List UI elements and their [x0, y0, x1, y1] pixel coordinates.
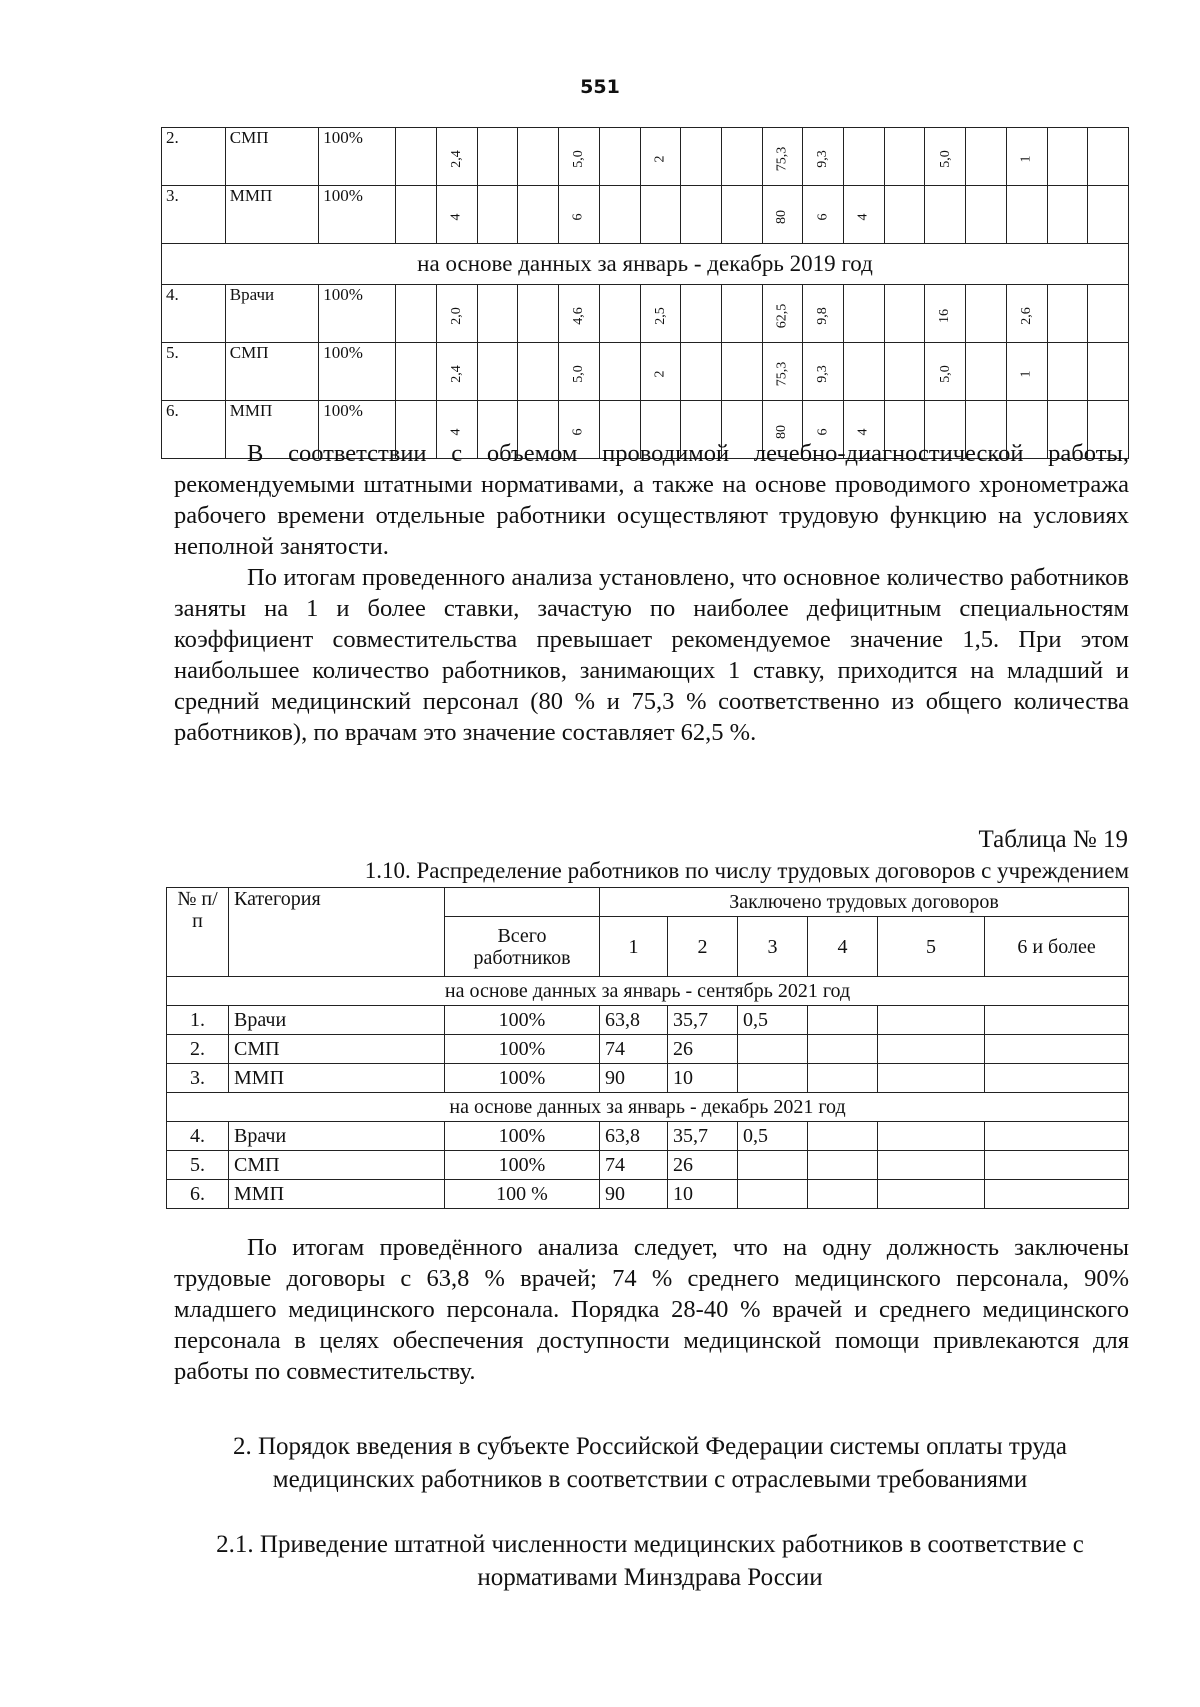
row-category: ММП: [225, 401, 319, 459]
cell: [721, 186, 762, 244]
cell-value: 2,0: [448, 306, 464, 325]
cell-value: 2,5: [652, 306, 668, 325]
cell: [884, 343, 925, 401]
header-col: 2: [668, 917, 738, 977]
table-row: [167, 1180, 1129, 1209]
cell: [721, 128, 762, 186]
row-value: [985, 1180, 1129, 1209]
row-category: Врачи: [229, 1122, 445, 1151]
cell: [518, 343, 559, 401]
row-value: [738, 1180, 808, 1209]
row-value: [808, 1122, 878, 1151]
header-col: 4: [808, 917, 878, 977]
header-contracts: Заключено трудовых договоров: [600, 888, 1129, 917]
cell: [844, 285, 885, 343]
cell: [640, 128, 681, 186]
cell: [559, 285, 600, 343]
cell: [1006, 343, 1047, 401]
cell-value: 2,4: [448, 149, 464, 168]
row-total: 100%: [445, 1035, 600, 1064]
cell: [1006, 186, 1047, 244]
cell: [925, 128, 966, 186]
cell: [477, 285, 518, 343]
row-value: 63,8: [600, 1006, 668, 1035]
row-number: 6.: [162, 401, 226, 459]
row-percent: 100%: [319, 285, 396, 343]
cell: [640, 186, 681, 244]
cell: [844, 343, 885, 401]
row-percent: 100%: [319, 128, 396, 186]
row-value: [808, 1035, 878, 1064]
row-total: 100%: [445, 1151, 600, 1180]
cell-value: 4: [855, 213, 871, 220]
cell-value: 16: [937, 308, 953, 323]
row-value: 0,5: [738, 1006, 808, 1035]
cell-value: 5,0: [570, 149, 586, 168]
cell: [803, 186, 844, 244]
paragraph: По итогам проведённого анализа следует, что на одну должность заключены трудовые договоры с 63,8 % врачей; 74 % среднего медицинского персонала, 90% младшего медицинского персонала. Порядка 28-40 % врачей и среднего медицинского персонала в целях обеспечения доступности медицинской помощи привлекаются для работы по совместительству.: [174, 1234, 1129, 1385]
cell: [396, 128, 437, 186]
cell: [1047, 285, 1088, 343]
row-category: ММП: [229, 1064, 445, 1093]
paragraph: В соответствии с объемом проводимой лечебно-диагностической работы, рекомендуемыми штатными нормативами, а также на основе проводимого хронометража рабочего времени отдельные работники осуществляют трудовую функцию на условиях неполной занятости.: [174, 440, 1129, 560]
header-col: 1: [600, 917, 668, 977]
row-total: 100%: [445, 1122, 600, 1151]
cell: [396, 285, 437, 343]
header-category: Категория: [229, 888, 445, 977]
table-row: [162, 128, 1129, 186]
row-number: 4.: [162, 285, 226, 343]
section-heading-2: 2. Порядок введения в субъекте Российской Федерации системы оплаты труда медицинских работников в соответствии с отраслевыми требованиями: [232, 1433, 1068, 1493]
cell: [599, 285, 640, 343]
cell: [1088, 343, 1129, 401]
row-number: 1.: [167, 1006, 229, 1035]
table-row: [167, 1006, 1129, 1035]
cell: [477, 343, 518, 401]
row-number: 3.: [167, 1064, 229, 1093]
cell: [1006, 128, 1047, 186]
cell: [640, 343, 681, 401]
row-value: [738, 1151, 808, 1180]
row-percent: 100%: [319, 343, 396, 401]
contracts-table: [166, 887, 1129, 1209]
row-number: 4.: [167, 1122, 229, 1151]
paragraph-block-2: [174, 1232, 1129, 1387]
row-value: [878, 1180, 985, 1209]
cell: [762, 343, 803, 401]
row-value: 0,5: [738, 1122, 808, 1151]
header-col: 5: [878, 917, 985, 977]
cell: [1047, 128, 1088, 186]
cell: [681, 343, 722, 401]
cell: [477, 186, 518, 244]
row-category: Врачи: [225, 285, 319, 343]
cell-value: 5,0: [937, 149, 953, 168]
row-value: 74: [600, 1151, 668, 1180]
cell-value: 6: [570, 428, 586, 435]
cell: [559, 186, 600, 244]
row-value: 26: [668, 1035, 738, 1064]
cell-value: 80: [774, 209, 790, 224]
cell: [925, 186, 966, 244]
row-value: [985, 1006, 1129, 1035]
cell-value: 9,3: [815, 364, 831, 383]
cell-value: 9,8: [815, 306, 831, 325]
cell: [803, 285, 844, 343]
row-category: СМП: [225, 128, 319, 186]
paragraph-block-1: [174, 438, 1129, 748]
row-value: [985, 1035, 1129, 1064]
page-number: 551: [580, 76, 620, 98]
cell: [681, 128, 722, 186]
row-value: [808, 1180, 878, 1209]
row-value: [738, 1035, 808, 1064]
cell: [437, 186, 478, 244]
row-value: 90: [600, 1180, 668, 1209]
row-value: [878, 1122, 985, 1151]
row-value: [985, 1064, 1129, 1093]
row-value: 10: [668, 1064, 738, 1093]
table-row: [167, 1035, 1129, 1064]
cell: [884, 128, 925, 186]
cell-value: 2: [652, 155, 668, 162]
cell: [559, 343, 600, 401]
row-percent: 100%: [319, 401, 396, 459]
cell: [925, 343, 966, 401]
cell: [1088, 285, 1129, 343]
table-number: Таблица № 19: [978, 826, 1128, 853]
row-value: [878, 1035, 985, 1064]
cell: [437, 128, 478, 186]
cell: [559, 128, 600, 186]
row-value: 35,7: [668, 1006, 738, 1035]
cell: [396, 186, 437, 244]
section-label: на основе данных за январь - сентябрь 2021 год: [167, 977, 1129, 1006]
cell: [477, 128, 518, 186]
cell: [518, 186, 559, 244]
row-value: [808, 1151, 878, 1180]
row-category: СМП: [225, 343, 319, 401]
row-category: СМП: [229, 1151, 445, 1180]
table-row: [167, 1122, 1129, 1151]
cell: [681, 285, 722, 343]
cell: [518, 285, 559, 343]
row-value: [878, 1006, 985, 1035]
cell: [762, 285, 803, 343]
header-blank: [445, 888, 600, 917]
row-value: [738, 1064, 808, 1093]
cell: [1047, 186, 1088, 244]
cell-value: 5,0: [937, 364, 953, 383]
cell-value: 4,6: [570, 306, 586, 325]
cell: [721, 343, 762, 401]
header-col: 6 и более: [985, 917, 1129, 977]
row-value: 74: [600, 1035, 668, 1064]
cell-value: 6: [815, 428, 831, 435]
row-category: СМП: [229, 1035, 445, 1064]
cell: [803, 128, 844, 186]
row-value: [985, 1151, 1129, 1180]
cell: [1047, 343, 1088, 401]
row-value: 10: [668, 1180, 738, 1209]
table-row: [167, 1151, 1129, 1180]
row-total: 100 %: [445, 1180, 600, 1209]
header-total: Всего работников: [445, 917, 600, 977]
cell-value: 2: [652, 370, 668, 377]
cell: [1088, 128, 1129, 186]
row-value: [808, 1006, 878, 1035]
cell: [966, 186, 1007, 244]
cell: [437, 343, 478, 401]
table-row: [167, 1064, 1129, 1093]
row-total: 100%: [445, 1006, 600, 1035]
cell: [518, 128, 559, 186]
cell-value: 6: [815, 213, 831, 220]
cell-value: 62,5: [774, 303, 790, 328]
cell: [599, 128, 640, 186]
cell-value: 4: [855, 428, 871, 435]
cell-value: 4: [448, 213, 464, 220]
cell: [396, 343, 437, 401]
paragraph: По итогам проведенного анализа установлено, что основное количество работников заняты на 1 и более ставки, зачастую по наиболее дефицитным специальностям коэффициент совместительства превышает рекомендуемое значение 1,5. При этом наибольшее количество работников, занимающих 1 ставку, приходится на младший и средний медицинский персонал (80 % и 75,3 % соответственно из общего количества работников), по врачам это значение составляет 62,5 %.: [174, 564, 1129, 746]
row-number: 3.: [162, 186, 226, 244]
cell-value: 2,6: [1018, 306, 1034, 325]
staffing-table-continued: [161, 127, 1129, 459]
cell-value: 1: [1018, 370, 1034, 377]
cell: [599, 343, 640, 401]
row-value: [985, 1122, 1129, 1151]
cell-value: 75,3: [774, 146, 790, 171]
row-percent: 100%: [319, 186, 396, 244]
row-category: ММП: [225, 186, 319, 244]
row-number: 2.: [167, 1035, 229, 1064]
section-heading-2-1: 2.1. Приведение штатной численности медицинских работников в соответствие с нормативами Минздрава России: [216, 1531, 1084, 1591]
cell: [1088, 186, 1129, 244]
row-number: 6.: [167, 1180, 229, 1209]
cell: [681, 186, 722, 244]
row-value: 35,7: [668, 1122, 738, 1151]
row-total: 100%: [445, 1064, 600, 1093]
table-row: [162, 186, 1129, 244]
row-value: 90: [600, 1064, 668, 1093]
row-number: 5.: [162, 343, 226, 401]
cell: [721, 285, 762, 343]
cell-value: 1: [1018, 155, 1034, 162]
cell-value: 80: [774, 424, 790, 439]
row-value: [878, 1151, 985, 1180]
section-label: на основе данных за январь - декабрь 2021 год: [167, 1093, 1129, 1122]
cell-value: 9,3: [815, 149, 831, 168]
table-caption: 1.10. Распределение работников по числу трудовых договоров с учреждением: [364, 858, 1129, 883]
cell-value: 2,4: [448, 364, 464, 383]
row-value: [878, 1064, 985, 1093]
row-value: 63,8: [600, 1122, 668, 1151]
table-row: [162, 343, 1129, 401]
header-num: № п/п: [167, 888, 229, 977]
header-col: 3: [738, 917, 808, 977]
cell-value: 4: [448, 428, 464, 435]
cell: [884, 186, 925, 244]
row-value: [808, 1064, 878, 1093]
row-number: 2.: [162, 128, 226, 186]
cell-value: 75,3: [774, 361, 790, 386]
cell: [966, 285, 1007, 343]
cell: [925, 285, 966, 343]
cell: [437, 285, 478, 343]
cell: [640, 285, 681, 343]
cell: [884, 285, 925, 343]
cell: [803, 343, 844, 401]
row-category: Врачи: [229, 1006, 445, 1035]
cell: [844, 186, 885, 244]
cell: [762, 128, 803, 186]
cell-value: 6: [570, 213, 586, 220]
cell: [599, 186, 640, 244]
cell: [762, 186, 803, 244]
table-row: [162, 285, 1129, 343]
row-number: 5.: [167, 1151, 229, 1180]
cell-value: 5,0: [570, 364, 586, 383]
row-value: 26: [668, 1151, 738, 1180]
cell: [1006, 285, 1047, 343]
section-label-2019: на основе данных за январь - декабрь 2019 год: [162, 244, 1129, 285]
cell: [966, 343, 1007, 401]
cell: [844, 128, 885, 186]
row-category: ММП: [229, 1180, 445, 1209]
cell: [966, 128, 1007, 186]
